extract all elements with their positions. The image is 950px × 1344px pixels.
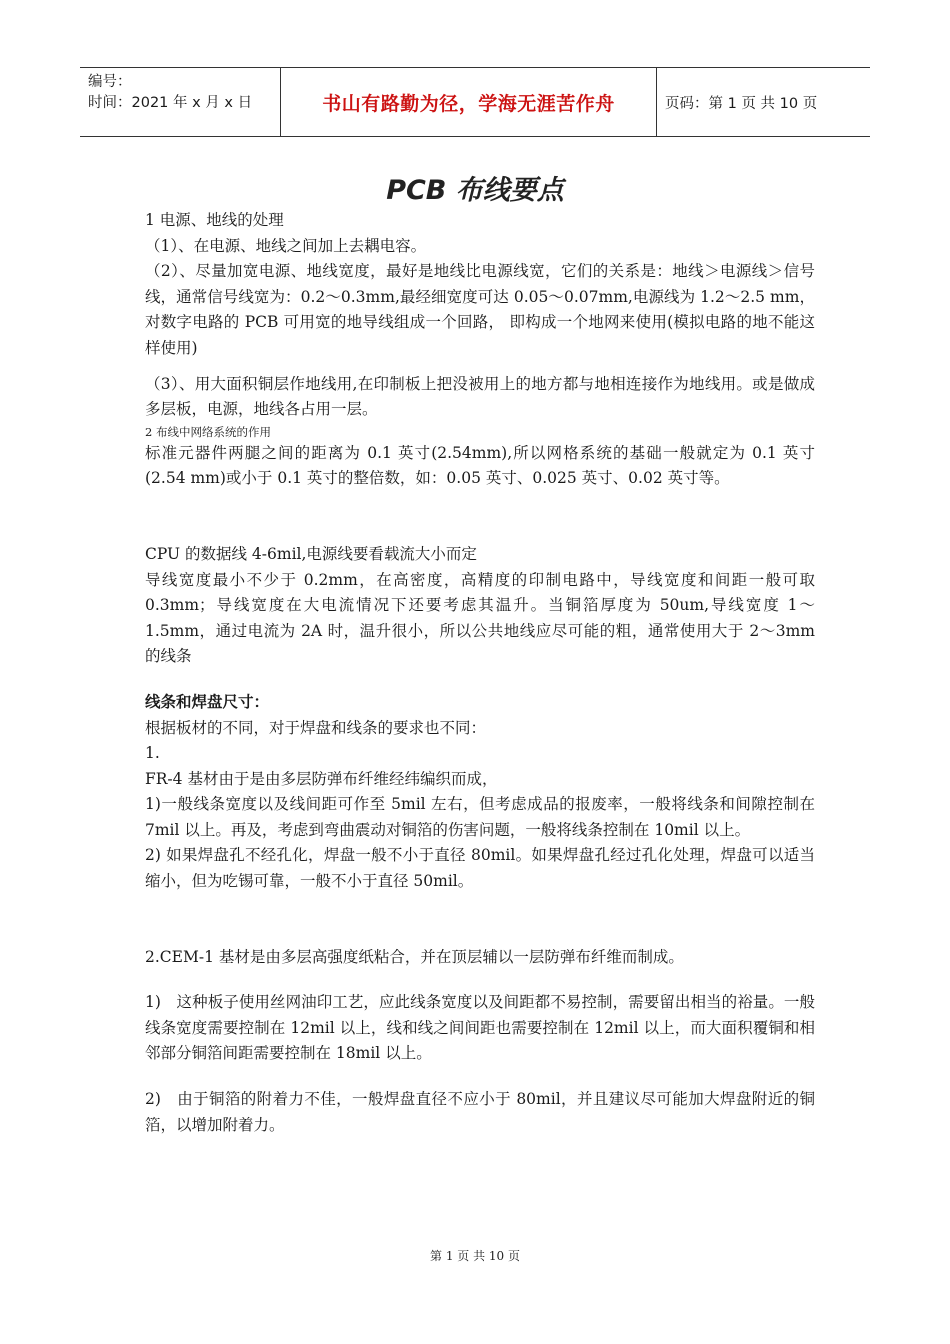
page-footer: 第 1 页 共 10 页 [430,1249,520,1263]
code-label: 编号： [88,74,132,90]
paragraph: 标准元器件两腿之间的距离为 0.1 英寸(2.54mm),所以网格系统的基础一般就定为 0.1 英寸(2.54 mm)或小于 0.1 英寸的整倍数，如：0.05 英寸、0.025 英寸、0.02 英寸等。 [145,443,815,488]
paragraph: 导线宽度最小不少于 0.2mm，在高密度，高精度的印制电路中，导线宽度和间距一般可取 0.3mm；导线宽度在大电流情况下还要考虑其温升。当铜箔厚度为 50um,导线宽度 1～1.5mm，通过电流为 2A 时，温升很小，所以公共地线应尽可能的粗，通常使用大于 2～3mm 的线条 [145,570,815,666]
paragraph: （2）、尽量加宽电源、地线宽度，最好是地线比电源线宽，它们的关系是：地线＞电源线＞信号线，通常信号线宽为：0.2～0.3mm,最经细宽度可达 0.05～0.07mm,电源线为 1.2～2.5 mm，对数字电路的 PCB 可用宽的地导线组成一个回路， 即构成一个地网来使用(模拟电路的地不能这样使用) [145,262,815,357]
paragraph: （1）、在电源、地线之间加上去耦电容。 [145,236,427,255]
paragraph: FR-4 基材由于是由多层防弹布纤维经纬编织而成， [145,769,498,788]
paragraph: 2) 如果焊盘孔不经孔化，焊盘一般不小于直径 80mil。如果焊盘孔经过孔化处理，焊盘可以适当缩小，但为吃锡可靠，一般不小于直径 50mil。 [145,846,815,891]
paragraph: 2.CEM-1 基材是由多层高强度纸粘合，并在顶层辅以一层防弹布纤维而制成。 [145,947,684,966]
paragraph: 1) 这种板子使用丝网油印工艺，应此线条宽度以及间距都不易控制，需要留出相当的裕量。一般线条宽度需要控制在 12mil 以上，线和线之间间距也需要控制在 12mil 以上，而大面积覆铜和相邻部分铜箔间距需要控制在 18mil 以上。 [145,993,815,1063]
paragraph: 根据板材的不同，对于焊盘和线条的要求也不同： [145,718,487,737]
page-header [80,67,870,137]
paragraph: 1. [145,744,160,763]
section-heading: 1 电源、地线的处理 [145,211,284,229]
section-heading: 线条和焊盘尺寸： [145,692,270,711]
paragraph: （3）、用大面积铜层作地线用,在印制板上把没被用上的地方都与地相连接作为地线用。或是做成多层板，电源，地线各占用一层。 [145,374,815,419]
paragraph: 2) 由于铜箔的附着力不佳，一般焊盘直径不应小于 80mil，并且建议尽可能加大焊盘附近的铜箔，以增加附着力。 [145,1090,815,1134]
paragraph: 1)一般线条宽度以及线间距可作至 5mil 左右，但考虑成品的报废率，一般将线条和间隙控制在 7mil 以上。再及，考虑到弯曲震动对铜箔的伤害问题，一般将线条控制在 10mil 以上。 [145,795,815,839]
paragraph: CPU 的数据线 4-6mil,电源线要看载流大小而定 [145,544,477,563]
date-label: 时间：2021 年 x 月 x 日 [88,95,253,111]
document-body [145,208,815,1138]
document-title: PCB 布线要点 [386,175,564,206]
header-page-info: 页码：第 1 页 共 10 页 [665,95,818,112]
header-meta [80,68,280,136]
header-motto: 书山有路勤为径，学海无涯苦作舟 [280,68,657,136]
section-heading: 2 布线中网络系统的作用 [145,424,271,439]
